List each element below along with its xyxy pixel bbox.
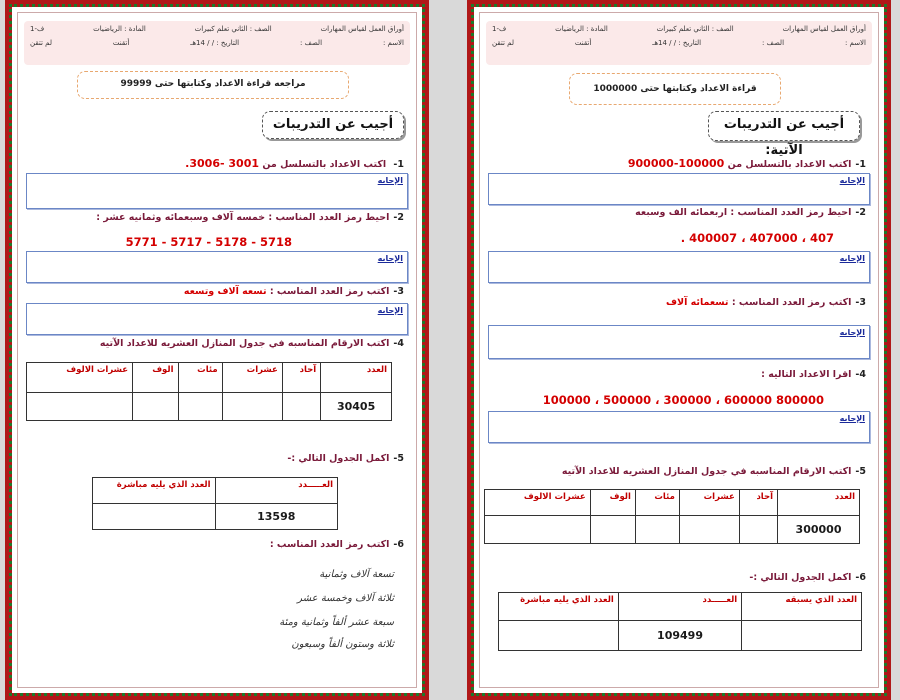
header-not-mastered-label: لم تتقن xyxy=(492,39,514,47)
col-thousands: الوف xyxy=(590,490,635,516)
answer-box-1[interactable]: الإجابه xyxy=(26,173,408,209)
header-not-mastered-label: لم تتقن xyxy=(30,39,52,47)
answer-box-2[interactable]: الإجابه xyxy=(26,251,408,283)
header-doc-title: أوراق العمل لقياس المهارات xyxy=(782,25,866,33)
handwritten-item-3: سبعة عشر ألفاً وثمانية ومئة xyxy=(279,617,394,628)
section-title: أجيب عن التدريبات xyxy=(262,111,404,139)
header-class-label: الصف : xyxy=(762,39,785,47)
table-cell-blank[interactable] xyxy=(679,516,739,544)
header-mastered-label: أتقنت xyxy=(574,39,592,47)
answer-box-2[interactable]: الإجابه xyxy=(488,251,870,283)
handwritten-item-1: تسعة آلاف وثمانية xyxy=(319,569,394,580)
col-ones: آحاد xyxy=(282,363,320,393)
topic-box: مراجعه قراءة الاعداد وكتابتها حتى 99999 xyxy=(77,71,349,99)
header-subject: المادة : الرياضيات xyxy=(555,25,608,33)
q2-number-options: 407 ، 407000 ، 400007 . xyxy=(680,231,834,245)
header-mastered-label: أتقنت xyxy=(112,39,130,47)
answer-box-3[interactable]: الإجابه xyxy=(488,325,870,359)
answer-box-1[interactable]: الإجابه xyxy=(488,173,870,205)
answer-box-3[interactable]: الإجابه xyxy=(26,303,408,335)
table-cell-blank[interactable] xyxy=(282,393,320,421)
col-next-number: العدد الذي يليه مباشرة xyxy=(499,593,619,621)
table-cell-blank[interactable] xyxy=(93,504,216,530)
col-tens: عشرات xyxy=(679,490,739,516)
col-ones: آحاد xyxy=(739,490,777,516)
topic-box: قراءة الاعداد وكتابتها حتى 1000000 xyxy=(569,73,781,105)
table-cell-number: 13598 xyxy=(215,504,338,530)
header-date-label: التاريخ : / / 14هـ xyxy=(652,39,702,47)
question-2: 2-احيط رمز العدد المناسب : خمسه آلاف وسبعمائه وثمانيه عشر : xyxy=(96,212,404,223)
header-doc-title: أوراق العمل لقياس المهارات xyxy=(320,25,404,33)
question-5: 5-اكتب الارقام المناسبه في جدول المنازل العشريه للاعداد الآتيه xyxy=(561,466,866,477)
question-6: 6-اكتب رمز العدد المناسب : xyxy=(269,539,404,550)
question-4: 4-اقرا الاعداد التاليه : xyxy=(761,369,866,380)
header-band xyxy=(24,21,410,65)
question-5: 5-اكمل الجدول التالي :- xyxy=(287,453,404,464)
table-cell-blank[interactable] xyxy=(590,516,635,544)
question-4: 4-اكتب الارقام المناسبه في جدول المنازل العشريه للاعداد الآتيه xyxy=(99,338,404,349)
col-number: العدد xyxy=(321,363,392,393)
question-6: 6-اكمل الجدول التالي :- xyxy=(749,572,866,583)
col-previous-number: العدد الذي يسبقه xyxy=(742,593,862,621)
header-band xyxy=(486,21,872,65)
table-cell-blank[interactable] xyxy=(27,393,133,421)
col-hundreds: مئات xyxy=(635,490,679,516)
place-value-table xyxy=(26,362,392,421)
col-tens: عشرات xyxy=(222,363,282,393)
worksheet-page-right xyxy=(467,0,891,700)
question-1: 1- اكتب الاعداد بالتسلسل من 3001 -3006. xyxy=(185,157,404,170)
table-cell-number: 300000 xyxy=(778,516,860,544)
table-cell-blank[interactable] xyxy=(739,516,777,544)
table-cell-number: 109499 xyxy=(618,621,741,651)
q2-number-options: 5718 - 5178 - 5717 - 5771 xyxy=(125,235,292,249)
table-cell-blank[interactable] xyxy=(222,393,282,421)
question-2: 2-احيط رمز العدد المناسب : اربعمائه الف وسبعه xyxy=(635,207,866,218)
table-cell-blank[interactable] xyxy=(742,621,862,651)
table-cell-blank[interactable] xyxy=(178,393,222,421)
col-number: العـــــدد xyxy=(618,593,741,621)
table-cell-blank[interactable] xyxy=(635,516,679,544)
col-next-number: العدد الذي يليه مباشرة xyxy=(93,478,216,504)
question-3: 3-اكتب رمز العدد المناسب : تسعمائه آلاف xyxy=(665,297,866,308)
col-ten-thousands: عشرات الالوف xyxy=(485,490,591,516)
answer-box-4[interactable]: الإجابه xyxy=(488,411,870,443)
col-hundreds: مئات xyxy=(178,363,222,393)
header-term: ف-1 xyxy=(492,25,507,33)
header-term: ف-1 xyxy=(30,25,45,33)
col-number: العدد xyxy=(778,490,860,516)
question-1: 1-اكتب الاعداد بالتسلسل من 100000-900000 xyxy=(627,157,866,170)
header-name-label: الاسم : xyxy=(844,39,866,47)
header-class-label: الصف : xyxy=(300,39,323,47)
table-cell-number: 30405 xyxy=(321,393,392,421)
q4-numbers: 800000 600000 ، 300000 ، 500000 ، 100000 xyxy=(542,393,824,407)
table-cell-blank[interactable] xyxy=(133,393,178,421)
header-grade: الصف : الثاني تعلم كبيرات xyxy=(194,25,272,33)
question-3: 3-اكتب رمز العدد المناسب : تسعه آلاف وتسعه xyxy=(183,286,404,297)
handwritten-item-4: ثلاثة وستون ألفاً وسبعون xyxy=(291,639,394,650)
table-cell-blank[interactable] xyxy=(499,621,619,651)
header-subject: المادة : الرياضيات xyxy=(93,25,146,33)
col-ten-thousands: عشرات الالوف xyxy=(27,363,133,393)
place-value-table xyxy=(484,489,860,544)
header-grade: الصف : الثاني تعلم كبيرات xyxy=(656,25,734,33)
section-title: أجيب عن التدريبات الآتية: xyxy=(708,111,860,141)
next-number-table xyxy=(92,477,338,530)
worksheet-page-left xyxy=(5,0,429,700)
before-after-table xyxy=(498,592,862,651)
col-number: العـــــدد xyxy=(215,478,338,504)
col-thousands: الوف xyxy=(133,363,178,393)
header-date-label: التاريخ : / / 14هـ xyxy=(190,39,240,47)
header-name-label: الاسم : xyxy=(382,39,404,47)
table-cell-blank[interactable] xyxy=(485,516,591,544)
handwritten-item-2: ثلاثة آلاف وخمسة عشر xyxy=(297,593,394,604)
